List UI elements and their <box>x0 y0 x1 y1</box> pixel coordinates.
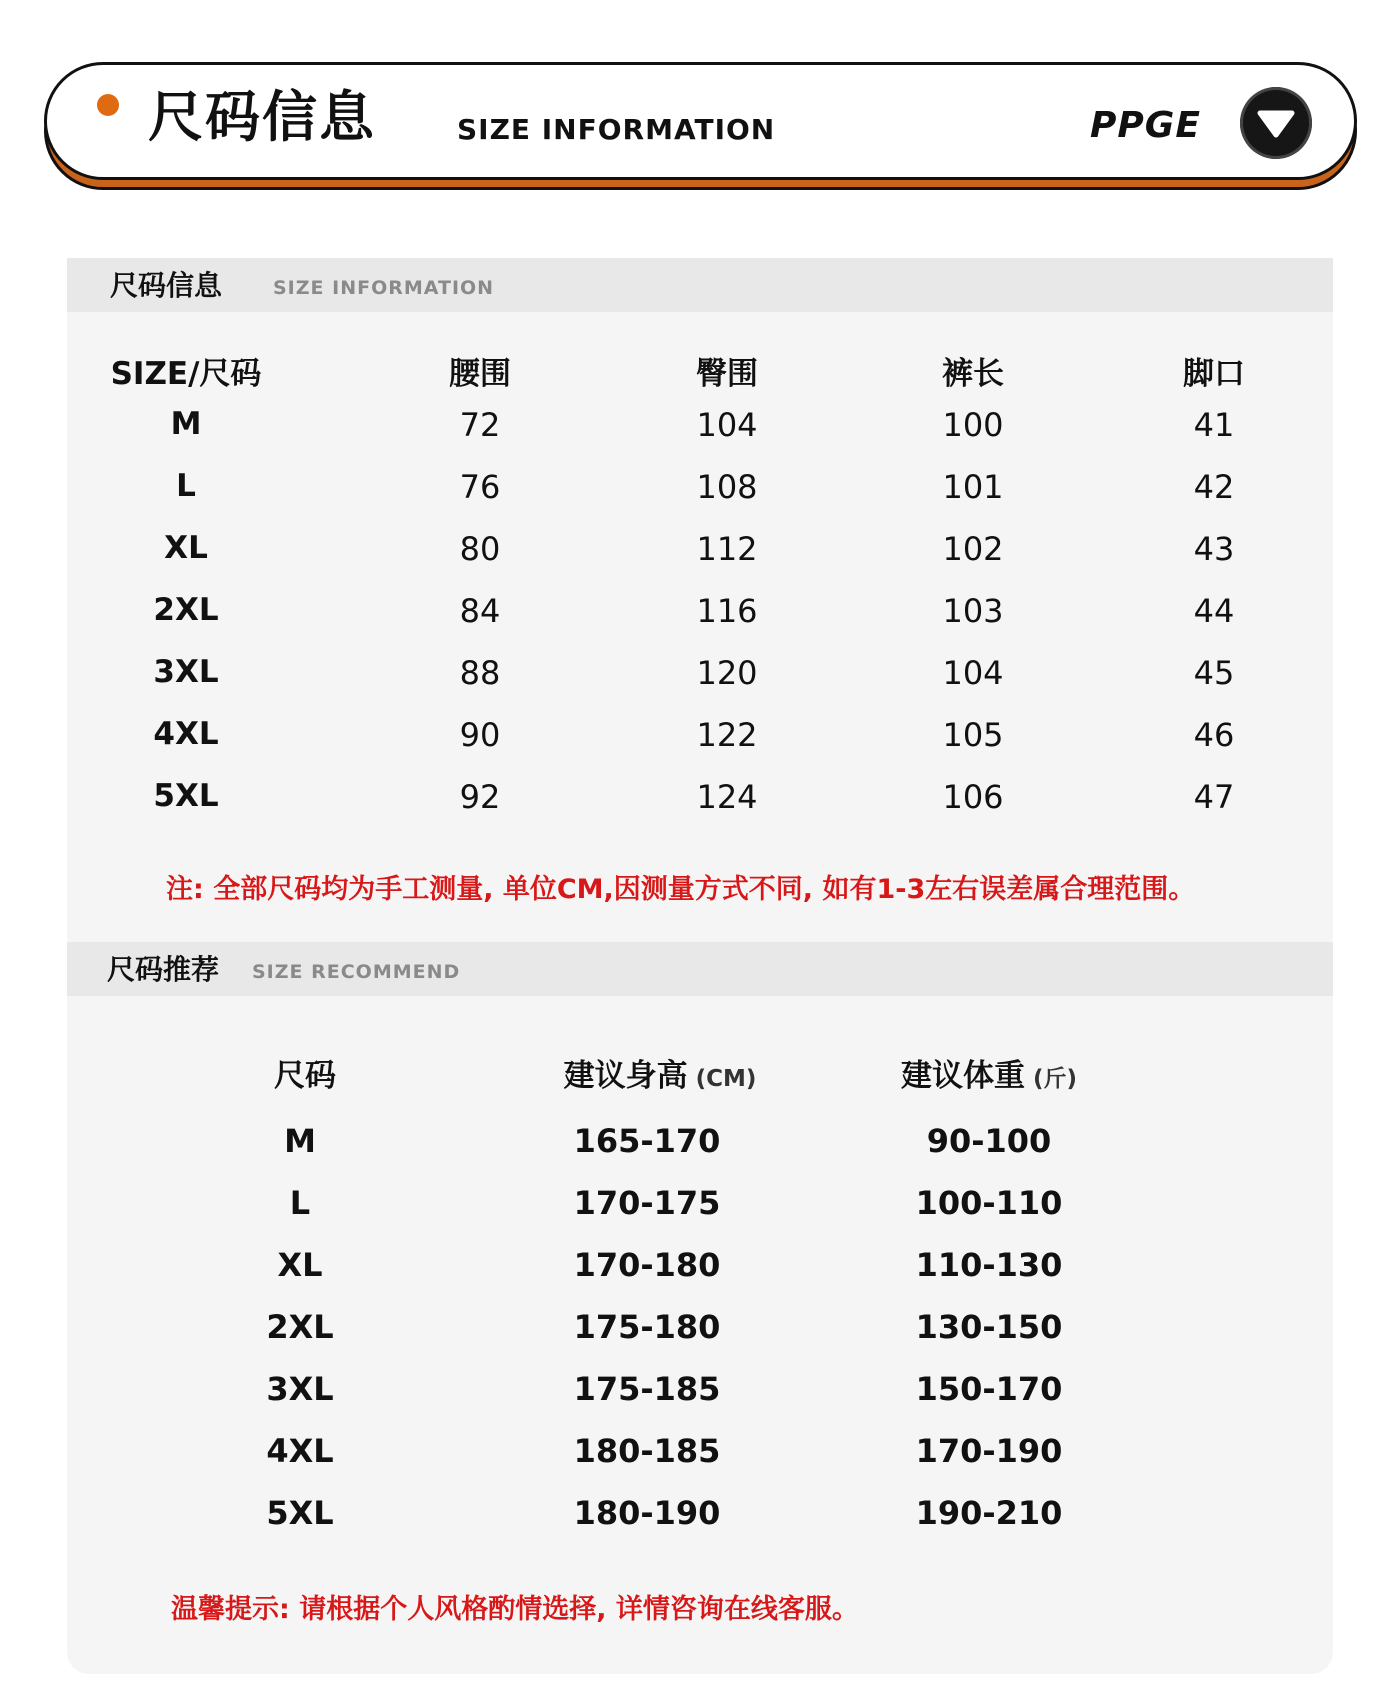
table-cell: 116 <box>696 592 758 630</box>
page-subtitle: SIZE INFORMATION <box>457 113 776 146</box>
table-header: 腰围 <box>449 356 511 392</box>
size-label: 2XL <box>266 1308 334 1346</box>
table-cell: 170-175 <box>573 1184 721 1222</box>
table-cell: 102 <box>942 530 1004 568</box>
table-cell: 43 <box>1193 530 1235 568</box>
size-recommend-subtitle: SIZE RECOMMEND <box>252 961 461 983</box>
size-label: 3XL <box>266 1370 334 1408</box>
header-unit: (斤) <box>1032 1066 1078 1092</box>
table-cell: 80 <box>459 530 501 568</box>
header-unit: (CM) <box>695 1066 757 1092</box>
table-cell: 112 <box>696 530 758 568</box>
size-label: M <box>170 406 202 442</box>
table-cell: 101 <box>942 468 1004 506</box>
brand-logo: PPGE <box>1090 105 1201 146</box>
size-label: 3XL <box>153 654 219 690</box>
size-label: M <box>284 1122 316 1160</box>
table-cell: 90-100 <box>926 1122 1052 1160</box>
table-cell: 104 <box>696 406 758 444</box>
size-info-title: 尺码信息 <box>110 269 223 302</box>
table-cell: 110-130 <box>915 1246 1063 1284</box>
table-cell: 165-170 <box>573 1122 721 1160</box>
size-label: 5XL <box>153 778 219 814</box>
table-cell: 105 <box>942 716 1004 754</box>
size-label: 2XL <box>153 592 219 628</box>
table-header: 臀围 <box>696 356 758 392</box>
table-cell: 84 <box>459 592 501 630</box>
measurement-note: 注: 全部尺码均为手工测量, 单位CM,因测量方式不同, 如有1-3左右误差属合理范围。 <box>166 874 1196 905</box>
table-cell: 72 <box>459 406 501 444</box>
table-cell: 180-190 <box>573 1494 721 1532</box>
table-cell: 108 <box>696 468 758 506</box>
size-recommend-title: 尺码推荐 <box>107 953 220 986</box>
table-cell: 170-190 <box>915 1432 1063 1470</box>
recommend-tip: 温馨提示: 请根据个人风格酌情选择, 详情咨询在线客服。 <box>171 1594 859 1625</box>
accent-dot <box>97 94 119 116</box>
size-label: 5XL <box>266 1494 334 1532</box>
table-cell: 90 <box>459 716 501 754</box>
table-cell: 170-180 <box>573 1246 721 1284</box>
chevron-down-icon <box>1240 87 1312 159</box>
table-cell: 106 <box>942 778 1004 816</box>
table-cell: 41 <box>1193 406 1235 444</box>
size-info-subtitle: SIZE INFORMATION <box>273 277 495 299</box>
table-header: SIZE/尺码 <box>110 356 262 392</box>
table-cell: 92 <box>459 778 501 816</box>
table-header <box>274 1050 336 1095</box>
header-label: 建议体重 <box>900 1058 1025 1094</box>
header-label: 建议身高 <box>563 1058 688 1094</box>
table-cell: 124 <box>696 778 758 816</box>
size-label: 4XL <box>266 1432 334 1470</box>
table-cell: 103 <box>942 592 1004 630</box>
table-cell: 47 <box>1193 778 1235 816</box>
table-cell: 76 <box>459 468 501 506</box>
table-header: 裤长 <box>942 356 1004 392</box>
size-label: XL <box>277 1246 323 1284</box>
table-cell: 150-170 <box>915 1370 1063 1408</box>
table-cell: 100 <box>942 406 1004 444</box>
page-title: 尺码信息 <box>148 85 377 149</box>
size-label: XL <box>164 530 208 566</box>
table-cell: 190-210 <box>915 1494 1063 1532</box>
dropdown-button[interactable] <box>1240 87 1312 159</box>
table-cell: 45 <box>1193 654 1235 692</box>
table-cell: 44 <box>1193 592 1235 630</box>
table-header <box>564 1050 757 1095</box>
table-cell: 104 <box>942 654 1004 692</box>
table-cell: 122 <box>696 716 758 754</box>
table-cell: 175-180 <box>573 1308 721 1346</box>
table-cell: 120 <box>696 654 758 692</box>
table-cell: 175-185 <box>573 1370 721 1408</box>
table-header <box>901 1050 1077 1095</box>
table-cell: 100-110 <box>915 1184 1063 1222</box>
table-cell: 130-150 <box>915 1308 1063 1346</box>
table-cell: 180-185 <box>573 1432 721 1470</box>
table-cell: 42 <box>1193 468 1235 506</box>
header-label: 尺码 <box>274 1058 336 1094</box>
table-header: 脚口 <box>1183 356 1245 392</box>
size-label: 4XL <box>153 716 219 752</box>
size-label: L <box>176 468 196 504</box>
size-info-header <box>67 258 1333 312</box>
size-label: L <box>289 1184 311 1222</box>
table-cell: 46 <box>1193 716 1235 754</box>
table-cell: 88 <box>459 654 501 692</box>
